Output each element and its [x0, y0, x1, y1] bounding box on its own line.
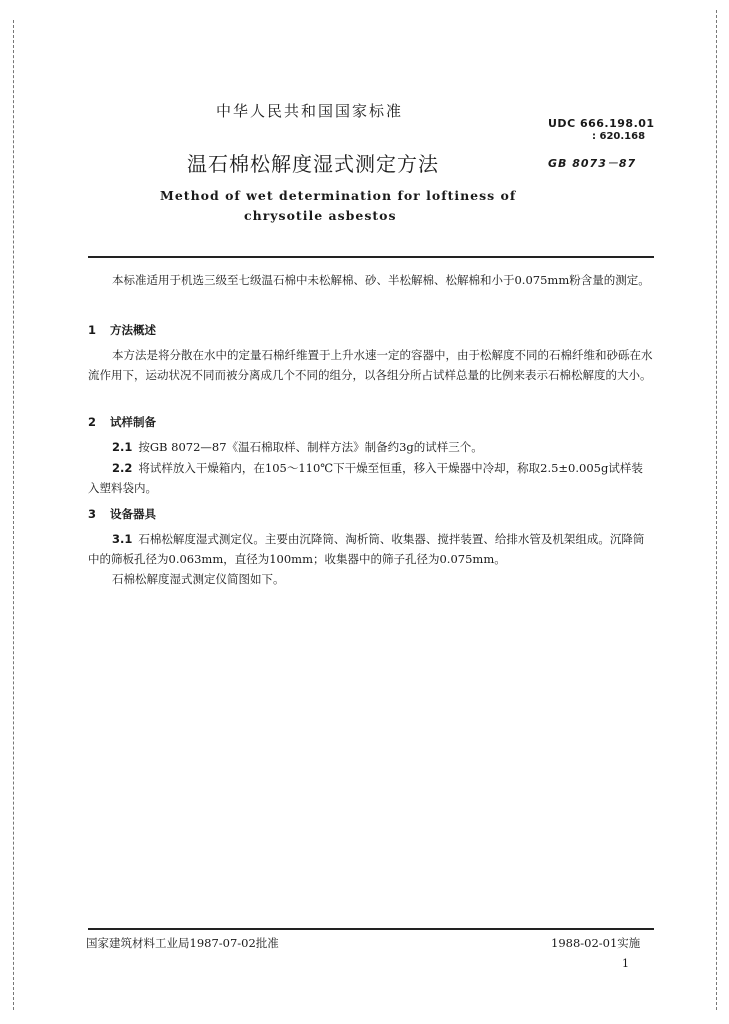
approval-date: 国家建筑材料工业局1987-07-02批准 — [86, 936, 279, 950]
udc-code: UDC 666.198.01 — [548, 117, 655, 130]
section-number: 1 — [88, 323, 97, 337]
footer-divider — [88, 928, 654, 930]
scan-edge-left — [13, 20, 15, 1010]
section-heading-1 — [88, 322, 156, 338]
document-title-en-line2: chrysotile asbestos — [244, 208, 397, 223]
udc-code-secondary: : 620.168 — [592, 131, 646, 142]
clause-2-1 — [88, 437, 654, 457]
section-heading-3 — [88, 506, 156, 522]
section-3-paragraph: 石棉松解度湿式测定仪简图如下。 — [112, 572, 285, 586]
gb-standard-number: GB 8073－87 — [548, 157, 637, 170]
clause-number: 2.1 — [112, 440, 133, 454]
section-number: 2 — [88, 415, 97, 429]
standard-country-label: 中华人民共和国国家标准 — [216, 102, 404, 120]
clause-text: 石棉松解度湿式测定仪。主要由沉降筒、淘析筒、收集器、搅拌装置、给排水管及机架组成。沉降筒中的筛板孔径为0.063mm，直径为100mm；收集器中的筛子孔径为0.075mm。 — [88, 532, 645, 566]
intro-paragraph: 本标准适用于机选三级至七级温石棉中未松解棉、砂、半松解棉、松解棉和小于0.075mm粉含量的测定。 — [112, 273, 650, 287]
clause-3-1 — [88, 529, 654, 569]
section-number: 3 — [88, 507, 97, 521]
clause-text: 将试样放入干燥箱内，在105～110℃下干燥至恒重，移入干燥器中冷却，称取2.5±0.005g试样装入塑料袋内。 — [88, 461, 643, 495]
clause-number: 3.1 — [112, 532, 133, 546]
section-heading-2 — [88, 414, 156, 430]
clause-number: 2.2 — [112, 461, 133, 475]
page-number: 1 — [622, 957, 629, 970]
clause-2-2 — [88, 458, 654, 498]
effective-date: 1988-02-01实施 — [551, 936, 641, 950]
document-title-en-line1: Method of wet determination for loftiness of — [160, 188, 517, 203]
scan-edge-right — [716, 10, 718, 1010]
document-title-zh: 温石棉松解度湿式测定方法 — [187, 152, 439, 176]
section-title: 设备器具 — [110, 507, 156, 521]
clause-text: 按GB 8072—87《温石棉取样、制样方法》制备约3g的试样三个。 — [138, 440, 483, 454]
section-title: 试样制备 — [110, 415, 156, 429]
header-divider — [88, 256, 654, 258]
section-title: 方法概述 — [110, 323, 156, 337]
section-1-paragraph: 本方法是将分散在水中的定量石棉纤维置于上升水速一定的容器中，由于松解度不同的石棉纤维和砂砾在水流作用下，运动状况不同而被分离成几个不同的组分，以各组分所占试样总量的比例来表示石棉松解度的大小。 — [88, 348, 653, 382]
